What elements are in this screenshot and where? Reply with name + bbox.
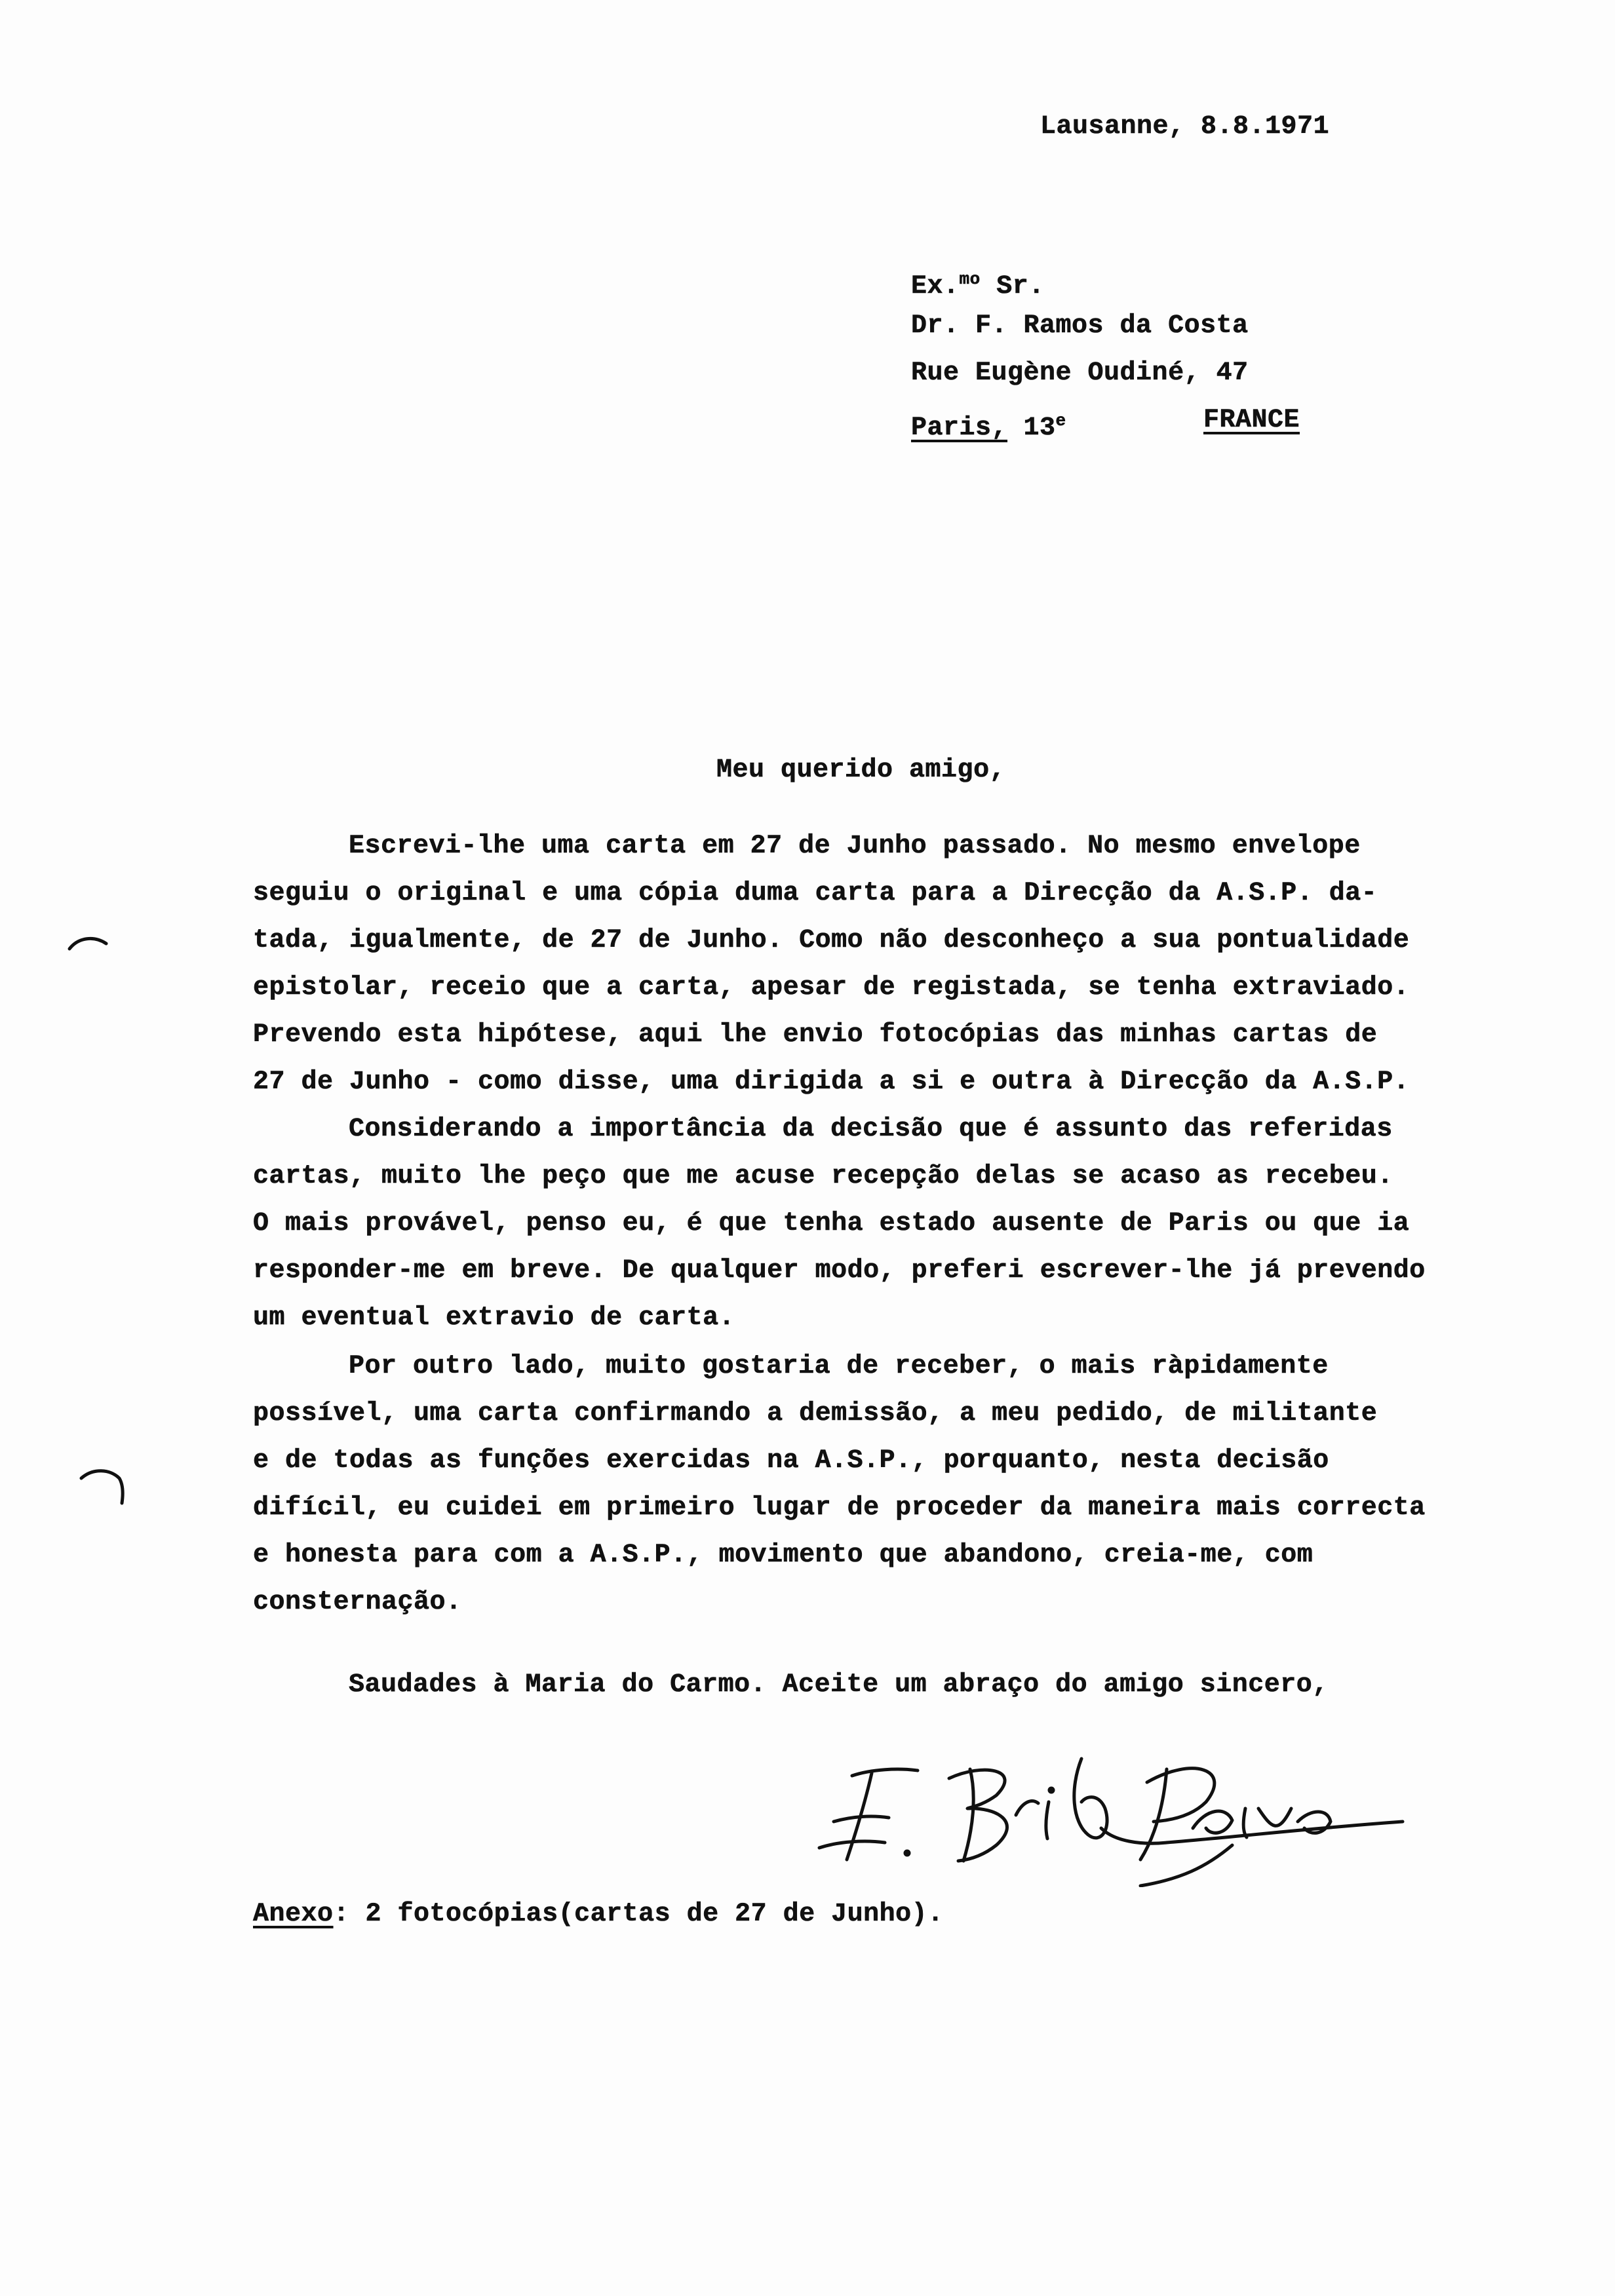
district-superscript: e (1055, 411, 1066, 430)
body-line: Considerando a importância da decisão que é assunto das referidas (349, 1115, 1393, 1144)
annex-text: : 2 fotocópias(cartas de 27 de Junho). (333, 1900, 944, 1929)
greeting: Meu querido amigo, (716, 756, 1006, 785)
body-line: Por outro lado, muito gostaria de receber, o mais ràpidamente (349, 1352, 1329, 1381)
body-line: Prevendo esta hipótese, aqui lhe envio fotocópias das minhas cartas de (253, 1020, 1378, 1050)
body-line: e de todas as funções exercidas na A.S.P., porquanto, nesta decisão (253, 1446, 1329, 1476)
annex-line (253, 1899, 944, 1930)
handwritten-signature (773, 1730, 1416, 1887)
body-line: consternação. (253, 1588, 462, 1617)
body-line: 27 de Junho - como disse, uma dirigida a si e outra à Direcção da A.S.P. (253, 1067, 1410, 1097)
margin-binding-mark-bottom (77, 1465, 130, 1511)
body-line: difícil, eu cuidei em primeiro lugar de proceder da maneira mais correcta (253, 1493, 1426, 1523)
body-line: seguiu o original e uma cópia duma carta para a Direcção da A.S.P. da- (253, 879, 1378, 908)
body-line: Escrevi-lhe uma carta em 27 de Junho passado. No mesmo envelope (349, 832, 1361, 861)
annex-label: Anexo (253, 1900, 334, 1929)
closing: Saudades à Maria do Carmo. Aceite um abraço do amigo sincero, (349, 1670, 1329, 1700)
recipient-salutation (911, 263, 1045, 303)
body-line: possível, uma carta confirmando a demissão, a meu pedido, de militante (253, 1399, 1378, 1428)
recipient-name: Dr. F. Ramos da Costa (911, 311, 1249, 341)
body-line: e honesta para com a A.S.P., movimento que abandono, creia-me, com (253, 1540, 1313, 1570)
body-line: epistolar, receio que a carta, apesar de registada, se tenha extraviado. (253, 973, 1410, 1003)
body-line: tada, igualmente, de 27 de Junho. Como não desconheço a sua pontualidade (253, 926, 1410, 955)
salutation-prefix: Ex. (911, 272, 960, 301)
recipient-city-line (911, 405, 1066, 444)
salutation-superscript: mo (959, 269, 981, 289)
body-line: responder-me em breve. De qualquer modo, preferi escrever-lhe já prevendo (253, 1256, 1426, 1286)
recipient-district: 13 (1007, 413, 1056, 443)
body-line: cartas, muito lhe peço que me acuse recepção delas se acaso as recebeu. (253, 1162, 1393, 1191)
body-line: um eventual extravio de carta. (253, 1303, 735, 1333)
margin-binding-mark-top (66, 930, 111, 957)
place-date: Lausanne, 8.8.1971 (1040, 112, 1330, 142)
recipient-street: Rue Eugène Oudiné, 47 (911, 358, 1249, 388)
recipient-city: Paris, (911, 413, 1008, 443)
salutation-suffix: Sr. (980, 272, 1045, 301)
recipient-country: FRANCE (1203, 406, 1300, 435)
body-line: O mais provável, penso eu, é que tenha estado ausente de Paris ou que ia (253, 1209, 1410, 1238)
